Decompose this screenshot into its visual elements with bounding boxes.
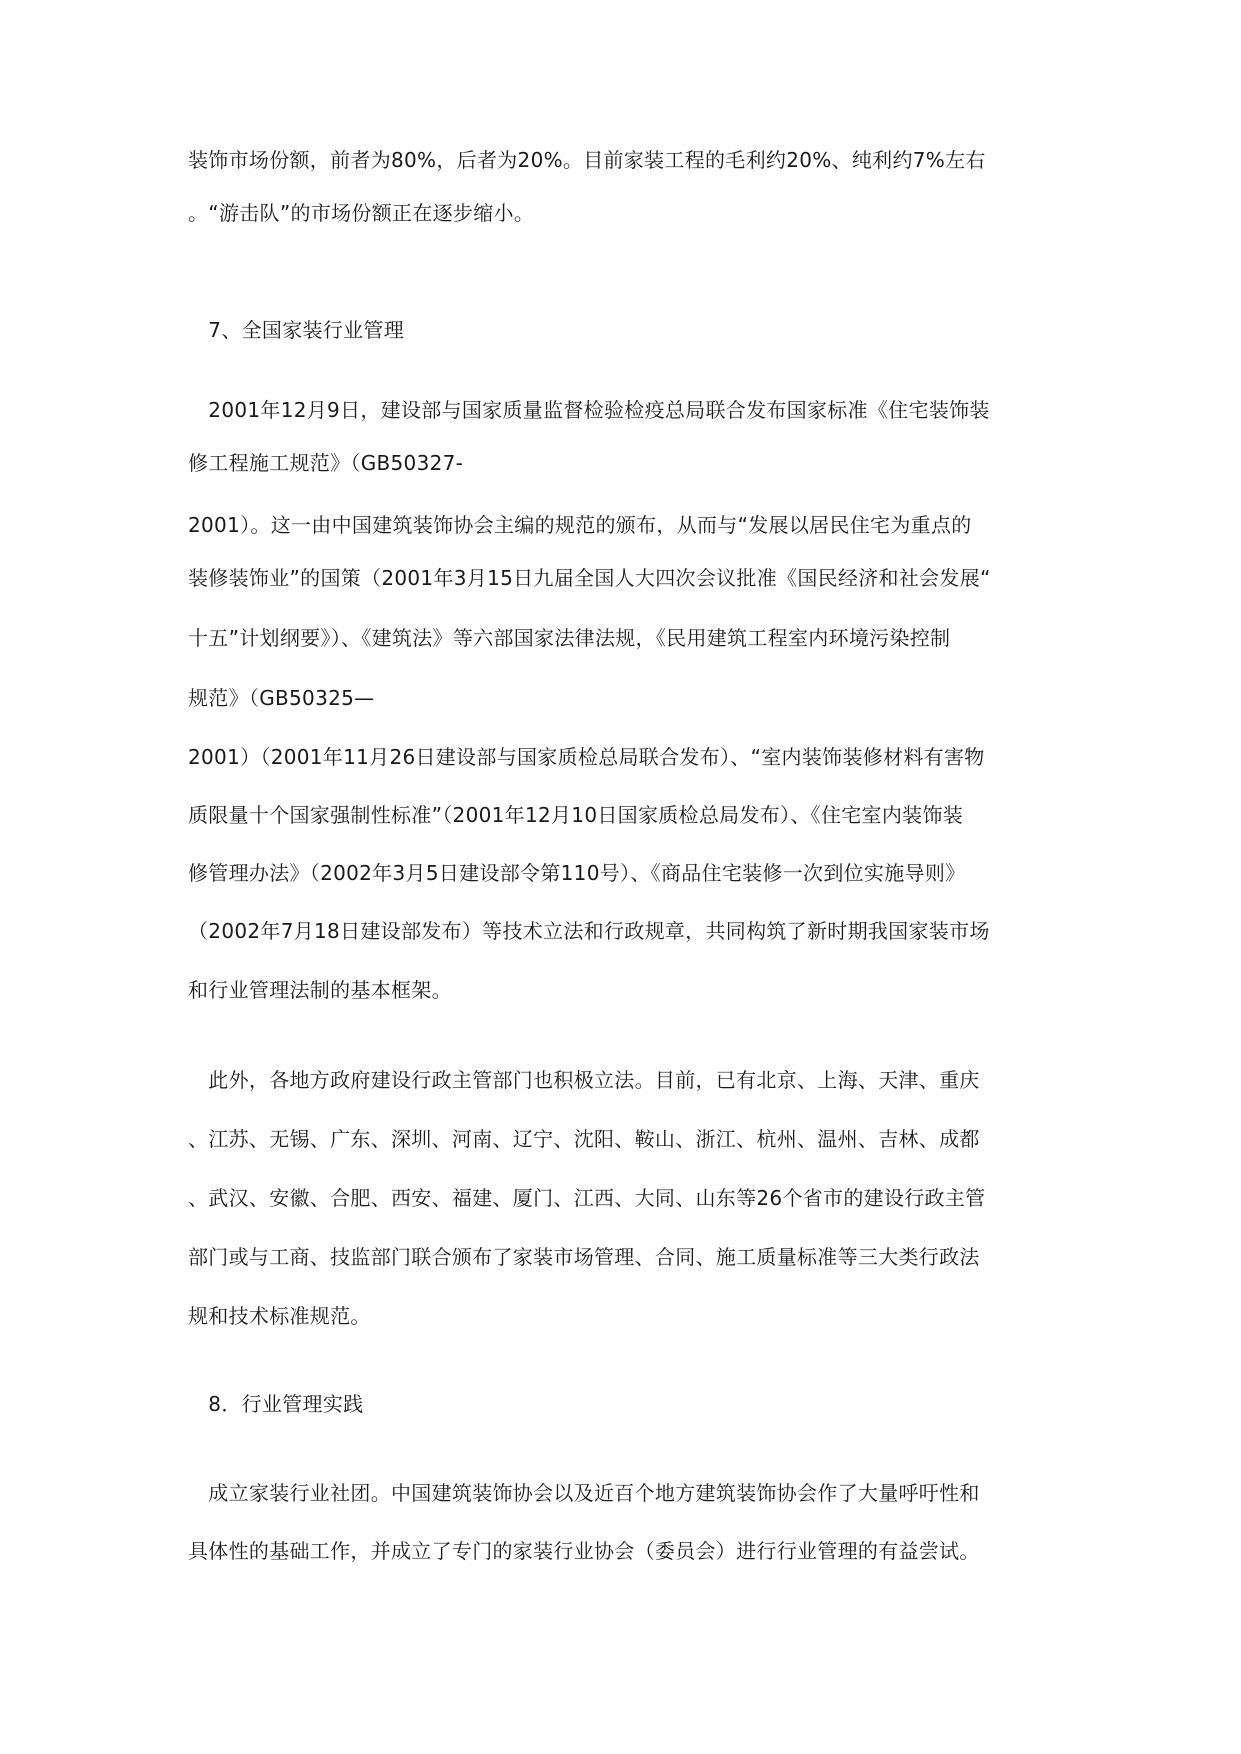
text-line: 装修装饰业”的国策（2001年3月15日九届全国人大四次会议批准《国民经济和社会发展“ (188, 566, 991, 590)
section-heading: 7、全国家装行业管理 (188, 318, 405, 342)
text-line: 规和技术标准规范。 (188, 1304, 371, 1328)
text-line: 2001）。这一由中国建筑装饰协会主编的规范的颁布，从而与“发展以居民住宅为重点的 (188, 513, 972, 537)
text-line: 修管理办法》（2002年3月5日建设部令第110号）、《商品住宅装修一次到位实施导则》 (188, 861, 966, 885)
text-line: 十五”计划纲要》）、《建筑法》等六部国家法律法规，《民用建筑工程室内环境污染控制 (188, 626, 951, 650)
text-line: 2001年12月9日，建设部与国家质量监督检验检疫总局联合发布国家标准《住宅装饰装 (188, 398, 990, 422)
text-line: （2002年7月18日建设部发布）等技术立法和行政规章，共同构筑了新时期我国家装市场 (188, 919, 990, 943)
text-line: 具体性的基础工作，并成立了专门的家装行业协会（委员会）进行行业管理的有益尝试。 (188, 1539, 980, 1563)
text-line: 。“游击队”的市场份额正在逐步缩小。 (188, 201, 535, 225)
text-line: 、武汉、安徽、合肥、西安、福建、厦门、江西、大同、山东等26个省市的建设行政主管 (188, 1186, 986, 1210)
text-line: 2001）（2001年11月26日建设部与国家质检总局联合发布）、“室内装饰装修材料有害物 (188, 745, 985, 769)
text-line: 和行业管理法制的基本框架。 (188, 978, 452, 1002)
text-line: 部门或与工商、技监部门联合颁布了家装市场管理、合同、施工质量标准等三大类行政法 (188, 1245, 980, 1269)
text-line: 此外，各地方政府建设行政主管部门也积极立法。目前，已有北京、上海、天津、重庆 (188, 1068, 980, 1092)
text-line: 装饰市场份额，前者为80%，后者为20%。目前家装工程的毛利约20%、纯利约7%左右 (188, 148, 986, 172)
text-line: 规范》（GB50325— (188, 686, 375, 710)
text-line: 成立家装行业社团。中国建筑装饰协会以及近百个地方建筑装饰协会作了大量呼吁性和 (188, 1481, 980, 1505)
text-line: 质限量十个国家强制性标准”（2001年12月10日国家质检总局发布）、《住宅室内装饰装 (188, 803, 964, 827)
text-line: 、江苏、无锡、广东、深圳、河南、辽宁、沈阳、鞍山、浙江、杭州、温州、吉林、成都 (188, 1127, 980, 1151)
section-heading: 8．行业管理实践 (188, 1392, 364, 1416)
text-line: 修工程施工规范》（GB50327- (188, 451, 464, 475)
